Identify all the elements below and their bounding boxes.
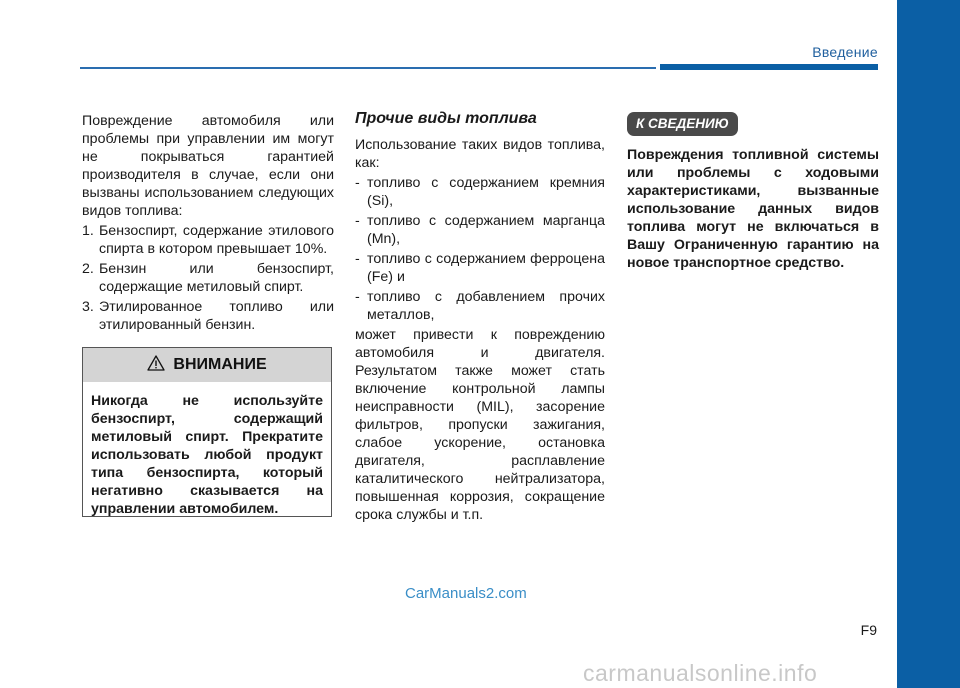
list-item — [82, 222, 334, 258]
list-marker: - — [355, 213, 360, 229]
chapter-side-tab — [897, 0, 960, 688]
left-column — [82, 112, 334, 336]
list-item-text: топливо с содержанием марганца (Mn), — [367, 213, 605, 247]
warning-triangle-icon — [147, 355, 165, 376]
middle-outro-paragraph: может привести к повреждению автомобиля и двигателя. Результатом также может стать включение контрольной лампы неисправности (MIL), засорение фильтров, пропуски зажигания, слабое ускорение, остановка двигателя, расплавление каталитического нейтрализатора, повышенная коррозия, сокращение срока службы и т.п. — [355, 327, 605, 523]
list-item — [355, 288, 605, 324]
list-item-text: топливо с содержанием ферроцена (Fe) и — [367, 251, 605, 285]
list-item-text: Бензин или бензоспирт, содержащие метиловый спирт. — [99, 261, 334, 295]
list-item — [355, 174, 605, 210]
list-item-text: топливо с добавлением прочих металлов, — [367, 289, 605, 323]
list-marker: - — [355, 175, 360, 191]
list-item — [355, 250, 605, 286]
right-column — [627, 112, 879, 272]
list-item — [82, 260, 334, 296]
list-marker: 1. — [82, 223, 94, 239]
fuel-types-list — [355, 174, 605, 324]
header-rule-accent — [660, 64, 878, 70]
warning-box — [82, 347, 332, 517]
list-marker: 3. — [82, 299, 94, 315]
watermark-carmanuals2: CarManuals2.com — [405, 585, 527, 602]
list-item-text: Этилированное топливо или этилированный бензин. — [99, 299, 334, 333]
warning-header — [83, 348, 331, 382]
header-rule — [80, 67, 656, 69]
list-marker: - — [355, 289, 360, 305]
list-item-text: топливо с содержанием кремния (Si), — [367, 175, 605, 209]
warning-title: ВНИМАНИЕ — [173, 356, 267, 373]
list-item — [355, 212, 605, 248]
watermark-carmanualsonline: carmanualsonline.info — [583, 660, 818, 686]
notice-badge: К СВЕДЕНИЮ — [627, 112, 738, 136]
notice-text: Повреждения топливной системы или проблемы с ходовыми характеристиками, вызванные использование данных видов топлива могут не включаться в Вашу Ограниченную гарантию на новое транспортное средство. — [627, 147, 879, 271]
warning-text: Никогда не используйте бензоспирт, содержащий метиловый спирт. Прекратите использовать любой продукт типа бензоспирта, который негативно сказывается на управлении автомобилем. — [91, 393, 323, 517]
left-intro-paragraph: Повреждение автомобиля или проблемы при управлении им могут не покрываться гарантией производителя в случае, если они вызваны использованием следующих видов топлива: — [82, 113, 334, 219]
fuel-warning-list — [82, 222, 334, 334]
middle-intro-paragraph: Использование таких видов топлива, как: — [355, 137, 605, 171]
list-marker: 2. — [82, 261, 94, 277]
list-item — [82, 298, 334, 334]
page-number: F9 — [860, 622, 877, 638]
middle-column — [355, 112, 605, 524]
list-marker: - — [355, 251, 360, 267]
list-item-text: Бензоспирт, содержание этилового спирта в котором превышает 10%. — [99, 223, 334, 257]
other-fuels-heading: Прочие виды топлива — [355, 110, 537, 127]
section-title: Введение — [812, 44, 878, 60]
